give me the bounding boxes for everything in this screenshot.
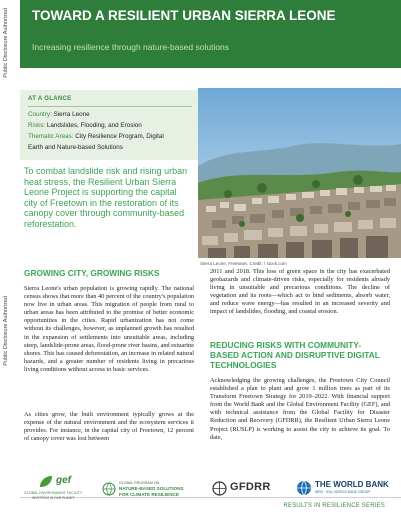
world-bank-name: THE WORLD BANK bbox=[315, 480, 389, 489]
gfdrr-wordmark: GFDRR bbox=[230, 481, 271, 493]
world-bank-logo bbox=[296, 480, 396, 498]
glance-thematic bbox=[28, 133, 164, 140]
glance-country-value: Sierra Leone bbox=[51, 111, 90, 118]
at-a-glance-panel bbox=[20, 90, 198, 160]
glance-thematic-continued: Earth and Nature-based Solutions bbox=[28, 144, 123, 151]
glance-thematic-label: Thematic Areas: bbox=[28, 133, 74, 140]
gef-name: GLOBAL ENVIRONMENT FACILITY bbox=[24, 491, 83, 495]
nbs-line-1: GLOBAL PROGRAM ON bbox=[119, 481, 160, 485]
section2-paragraph-1: Acknowledging the growing challenges, the Freetown City Council established a plan to plant and grow 1 million trees as part of its Transform Freetown Strategy for 2019–2022. With financial support from the World Bank and the Global Environment Facility (GEF), and with technical assistance from the Global Facility for Disaster Reduction and Recovery (GFDRR), the Resilient Urban Sierra Leone Project (RUSLP) is working to assist the city to achieve its goal. To date, bbox=[210, 377, 390, 441]
gef-leaf-icon bbox=[38, 475, 54, 489]
freetown-cityscape-image bbox=[198, 88, 401, 258]
section1-paragraph-3: 2011 and 2018. This loss of green space in the city has exacerbated geohazards and climate-driven risks, especially for residents already living in unsuitable and precarious conditions. The decline of vegetation and its roots—which act to bind sediments, absorb water, and reduce wave energy—has resulted in an increased severity and impact of landslides, flooding, and coastal erosion. bbox=[210, 268, 390, 316]
lede-paragraph: To combat landslide risk and rising urban heat stress, the Resilient Urban Sierra Leone Project is supporting the capital city of Freetown in the restoration of its canopy cover through community-based reforestation. bbox=[24, 166, 188, 229]
glance-risks-label: Risks: bbox=[28, 122, 46, 129]
nbs-line-2: NATURE-BASED SOLUTIONS bbox=[119, 486, 184, 491]
glance-risks-value: Landslides, Flooding, and Erosion bbox=[45, 122, 142, 129]
gef-logo bbox=[24, 475, 96, 507]
world-bank-globe-icon bbox=[296, 480, 312, 496]
world-bank-group-line: IBRD · IDA | WORLD BANK GROUP bbox=[315, 490, 371, 494]
disclosure-label-bottom: Public Disclosure Authorized bbox=[3, 296, 9, 366]
glance-heading: AT A GLANCE bbox=[28, 96, 72, 102]
section1-paragraph-1: Sierra Leone's urban population is growing rapidly. The national census shows that more than 40 percent of the country's population now live in urban areas. This migration of people from rural to urban areas has been attributed to the promise of better economic opportunities in the cities. Rapid urbanization has not come without its challenges, however, as unplanned growth has resulted in the expansion of settlements into unsuitable areas, including steep, landslide-prone areas, flood-prone river basins, and estuarine shores. This has caused deforestation, an increase in related natural hazards, and a greater number of residents living in precarious living conditions without access to basic services. bbox=[24, 285, 194, 373]
nbs-line-3: FOR CLIMATE RESILIENCE bbox=[119, 492, 179, 497]
glance-risks bbox=[28, 122, 142, 129]
series-label: RESULTS IN RESILIENCE SERIES bbox=[283, 503, 385, 509]
glance-thematic-value: City Resilience Program, Digital bbox=[73, 133, 164, 140]
gfdrr-emblem-icon bbox=[212, 481, 227, 496]
gef-tagline: INVESTING IN OUR PLANET bbox=[32, 496, 75, 500]
freetown-photo bbox=[198, 88, 401, 258]
nbs-globe-icon bbox=[102, 482, 116, 496]
gef-mark: gef bbox=[56, 475, 71, 486]
disclosure-label-top: Public Disclosure Authorized bbox=[3, 8, 9, 78]
glance-country bbox=[28, 111, 90, 118]
header-band bbox=[20, 0, 401, 68]
photo-caption: Sierra Leone, Freetown. Credit: / stock.com bbox=[200, 261, 287, 266]
nbs-program-logo bbox=[102, 480, 198, 502]
section1-paragraph-2: As cities grow, the built environment typically grows at the expense of the natural environment and the ecosystem services it provides. For instance, in the capital city of Freetown, 12 percent of canopy cover was lost between bbox=[24, 411, 194, 443]
glance-country-label: Country: bbox=[28, 111, 52, 118]
gfdrr-logo bbox=[212, 480, 282, 498]
glance-divider bbox=[28, 106, 192, 107]
page-subtitle: Increasing resilience through nature-based solutions bbox=[32, 42, 230, 52]
page-title: TOWARD A RESILIENT URBAN SIERRA LEONE bbox=[32, 8, 336, 23]
disclosure-sidebar bbox=[0, 0, 20, 515]
section-heading-growing-city: GROWING CITY, GROWING RISKS bbox=[24, 268, 160, 278]
section-heading-reducing-risks: REDUCING RISKS WITH COMMUNITY-BASED ACTION AND DISRUPTIVE DIGITAL TECHNOLOGIES bbox=[210, 340, 380, 370]
